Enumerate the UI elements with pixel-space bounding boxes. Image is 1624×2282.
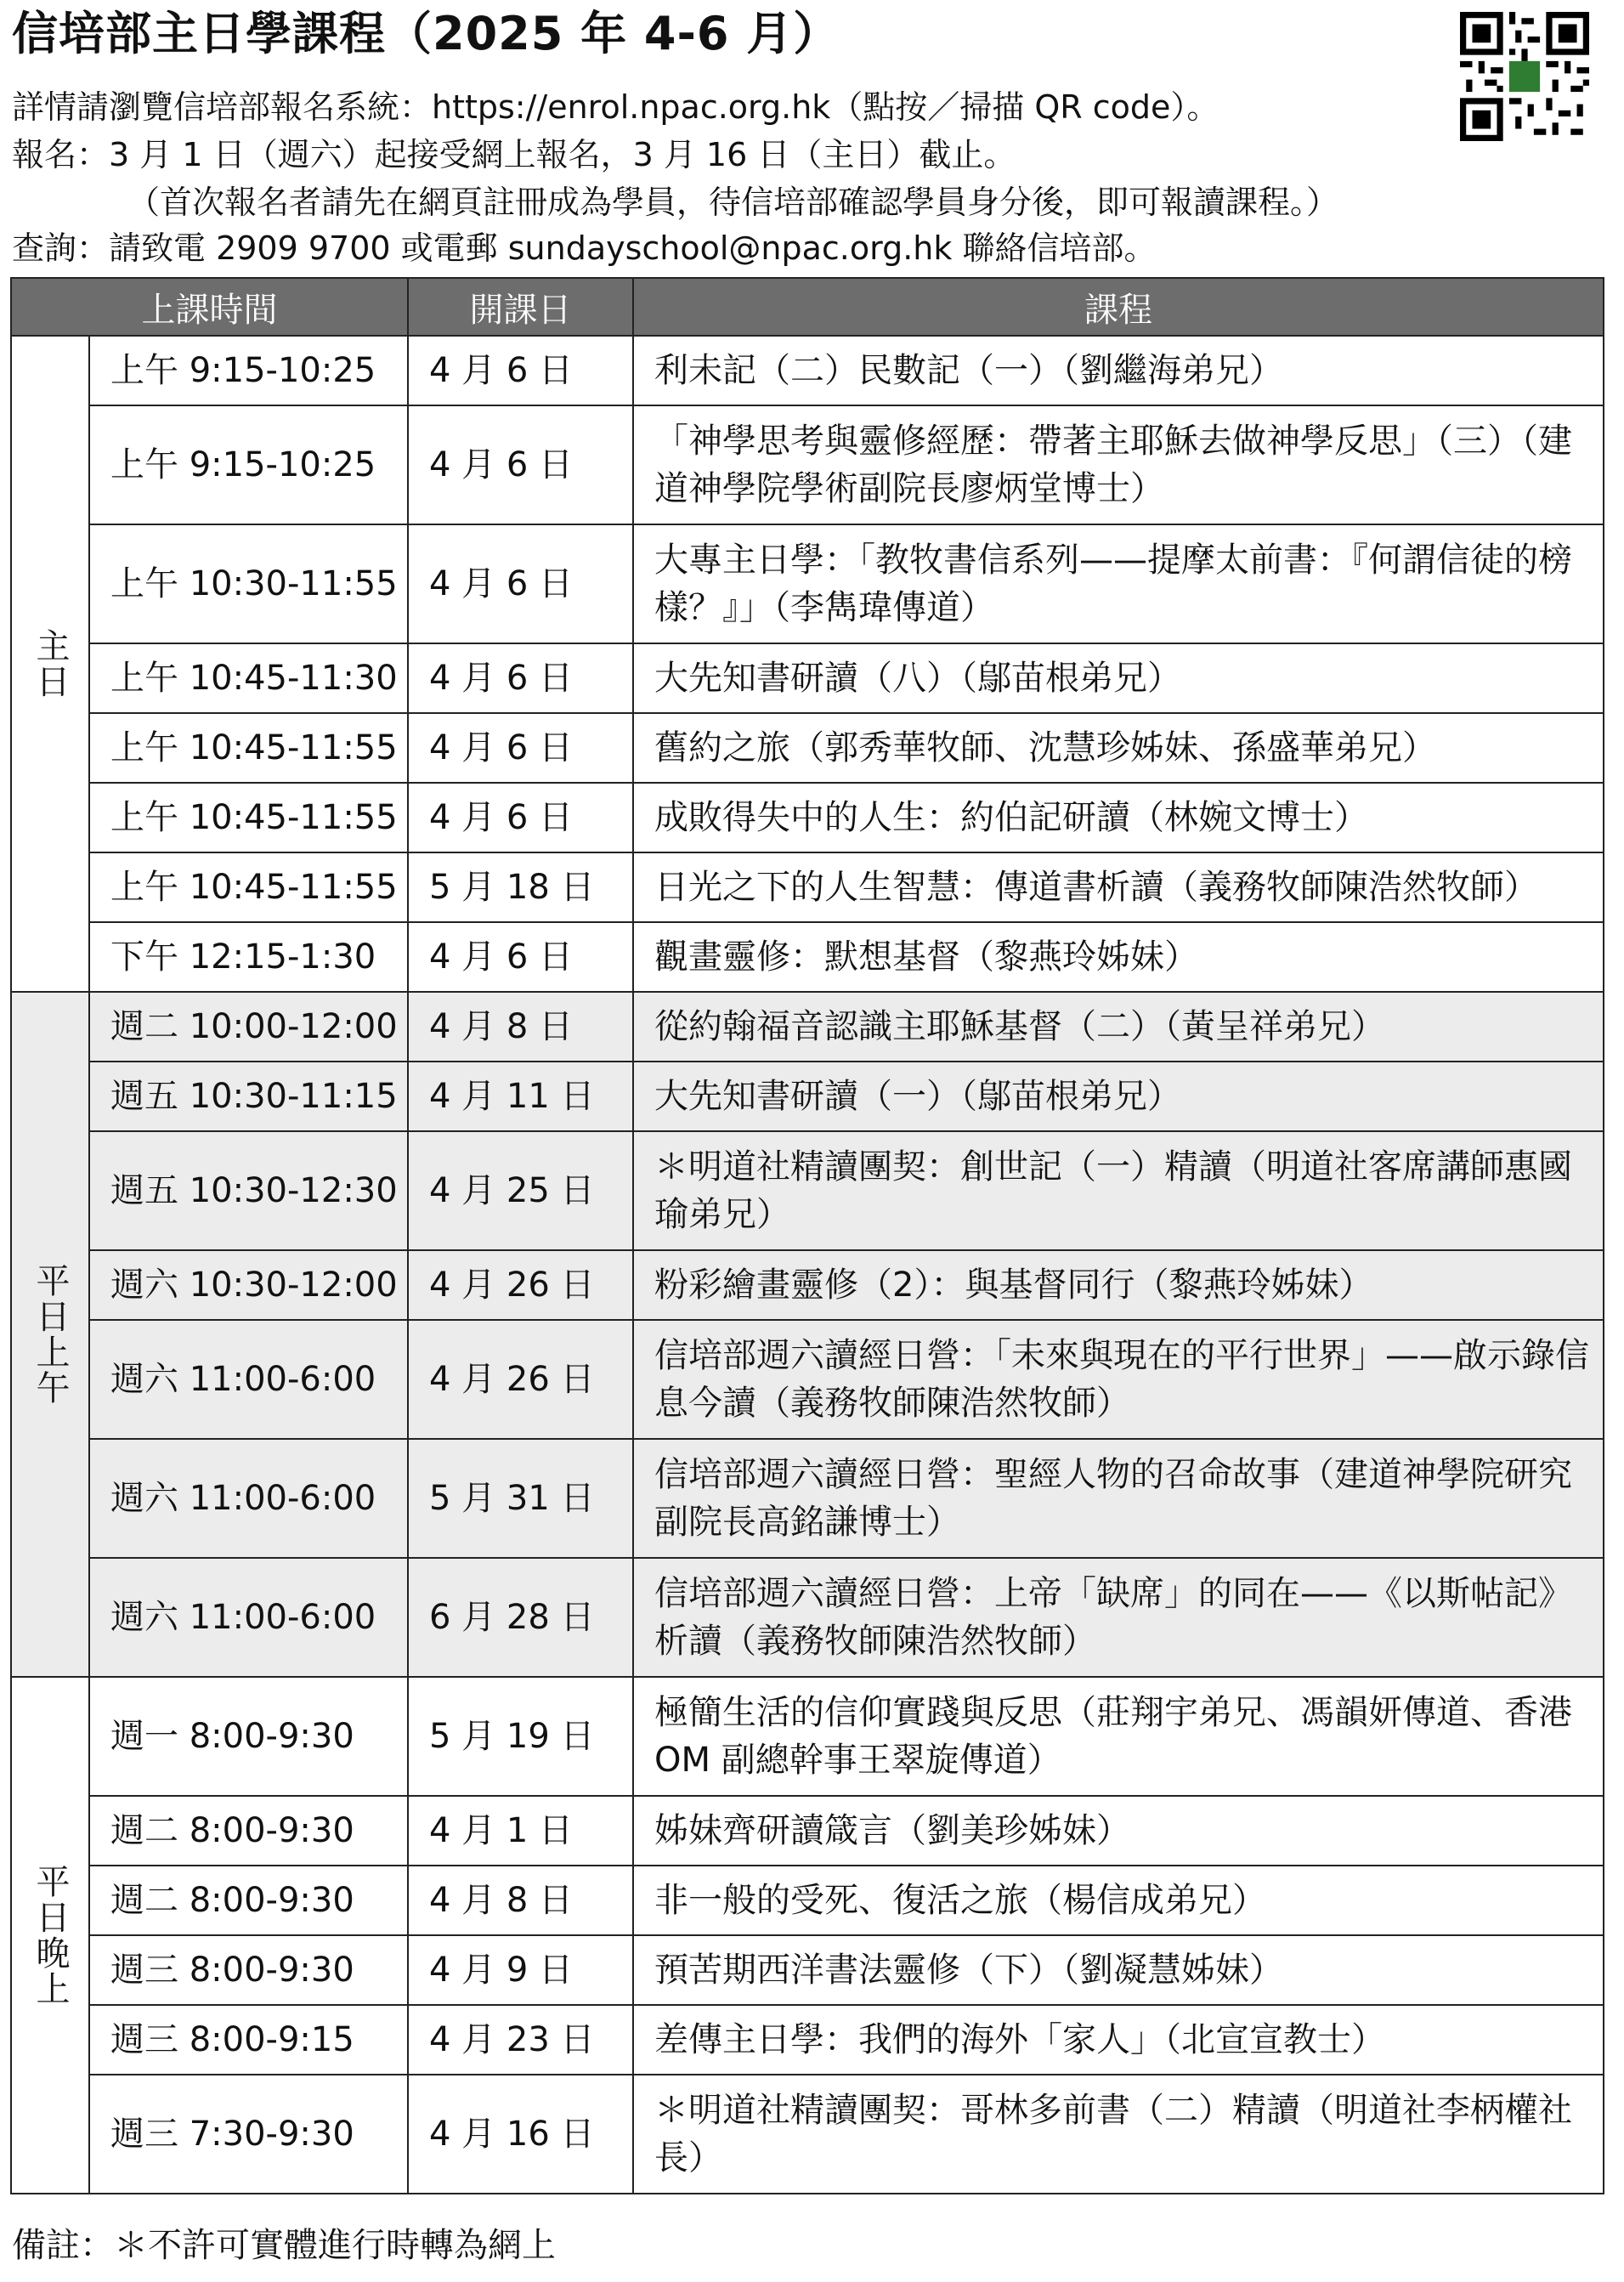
course-title: 信培部週六讀經日營：「未來與現在的平行世界」——啟示錄信息今讀（義務牧師陳浩然牧師）	[633, 1320, 1604, 1439]
session-time: 週五 10:30-11:15	[89, 1062, 408, 1131]
info-first-time-note: （首次報名者請先在網頁註冊成為學員，待信培部確認學員身分後，即可報讀課程。）	[127, 184, 1339, 221]
course-title: 大先知書研讀（八）（鄔苗根弟兄）	[633, 643, 1604, 713]
start-date: 6 月 28 日	[408, 1558, 633, 1677]
course-title: 舊約之旅（郭秀華牧師、沈慧珍姊妹、孫盛華弟兄）	[633, 713, 1604, 783]
start-date: 4 月 9 日	[408, 1935, 633, 2005]
table-row	[11, 1439, 1604, 1558]
start-date: 5 月 18 日	[408, 852, 633, 922]
start-date: 4 月 6 日	[408, 336, 633, 405]
start-date: 4 月 8 日	[408, 1866, 633, 1935]
start-date: 4 月 6 日	[408, 405, 633, 524]
course-title: 利未記（二）民數記（一）（劉繼海弟兄）	[633, 336, 1604, 405]
start-date: 4 月 8 日	[408, 992, 633, 1062]
table-row	[11, 1677, 1604, 1796]
start-date: 4 月 6 日	[408, 643, 633, 713]
page-title: 信培部主日學課程（2025 年 4-6 月）	[12, 7, 840, 60]
category-label: 平日上午	[11, 992, 89, 1677]
session-time: 週三 7:30-9:30	[89, 2075, 408, 2194]
session-time: 週二 8:00-9:30	[89, 1796, 408, 1866]
course-title: 姊妹齊研讀箴言（劉美珍姊妹）	[633, 1796, 1604, 1866]
start-date: 4 月 25 日	[408, 1131, 633, 1250]
start-date: 4 月 23 日	[408, 2005, 633, 2075]
category-label: 平日晚上	[11, 1677, 89, 2194]
start-date: 4 月 26 日	[408, 1250, 633, 1320]
table-row	[11, 1062, 1604, 1131]
start-date: 5 月 19 日	[408, 1677, 633, 1796]
table-row	[11, 1866, 1604, 1935]
course-title: 從約翰福音認識主耶穌基督（二）（黃呈祥弟兄）	[633, 992, 1604, 1062]
footnote: 備註：＊不許可實體進行時轉為網上	[12, 2226, 556, 2265]
table-row	[11, 643, 1604, 713]
start-date: 4 月 1 日	[408, 1796, 633, 1866]
course-title: 信培部週六讀經日營：上帝「缺席」的同在——《以斯帖記》析讀（義務牧師陳浩然牧師）	[633, 1558, 1604, 1677]
table-row	[11, 2075, 1604, 2194]
table-row	[11, 922, 1604, 992]
table-row	[11, 1250, 1604, 1320]
session-time: 上午 10:30-11:55	[89, 524, 408, 643]
course-title: 「神學思考與靈修經歷：帶著主耶穌去做神學反思」（三）（建道神學院學術副院長廖炳堂博士）	[633, 405, 1604, 524]
session-time: 週三 8:00-9:15	[89, 2005, 408, 2075]
table-header-row	[11, 278, 1604, 336]
session-time: 週二 8:00-9:30	[89, 1866, 408, 1935]
start-date: 5 月 31 日	[408, 1439, 633, 1558]
info-enquiry: 查詢：請致電 2909 9700 或電郵 sundayschool@npac.org.hk 聯絡信培部。	[12, 229, 1157, 267]
info-registration: 報名：3 月 1 日（週六）起接受網上報名，3 月 16 日（主日）截止。	[12, 136, 1016, 173]
session-time: 週五 10:30-12:30	[89, 1131, 408, 1250]
course-title: 大先知書研讀（一）（鄔苗根弟兄）	[633, 1062, 1604, 1131]
session-time: 上午 9:15-10:25	[89, 336, 408, 405]
table-row	[11, 1558, 1604, 1677]
header-course: 課程	[633, 278, 1604, 336]
header-time: 上課時間	[11, 278, 408, 336]
session-time: 上午 10:45-11:55	[89, 713, 408, 783]
course-title: 非一般的受死、復活之旅（楊信成弟兄）	[633, 1866, 1604, 1935]
start-date: 4 月 6 日	[408, 922, 633, 992]
start-date: 4 月 11 日	[408, 1062, 633, 1131]
course-title: 差傳主日學：我們的海外「家人」（北宣宣教士）	[633, 2005, 1604, 2075]
session-time: 下午 12:15-1:30	[89, 922, 408, 992]
header-date: 開課日	[408, 278, 633, 336]
session-time: 週六 11:00-6:00	[89, 1439, 408, 1558]
course-title: 觀畫靈修：默想基督（黎燕玲姊妹）	[633, 922, 1604, 992]
course-title: 信培部週六讀經日營：聖經人物的召命故事（建道神學院研究副院長高銘謙博士）	[633, 1439, 1604, 1558]
course-schedule-table	[10, 277, 1604, 2194]
course-title: 日光之下的人生智慧：傳道書析讀（義務牧師陳浩然牧師）	[633, 852, 1604, 922]
table-row	[11, 1935, 1604, 2005]
table-row	[11, 405, 1604, 524]
course-title: 成敗得失中的人生：約伯記研讀（林婉文博士）	[633, 783, 1604, 852]
start-date: 4 月 26 日	[408, 1320, 633, 1439]
category-label: 主日	[11, 336, 89, 992]
session-time: 週三 8:00-9:30	[89, 1935, 408, 2005]
table-row	[11, 852, 1604, 922]
session-time: 週六 11:00-6:00	[89, 1320, 408, 1439]
table-row	[11, 1320, 1604, 1439]
table-row	[11, 713, 1604, 783]
info-website: 詳情請瀏覽信培部報名系統：https://enrol.npac.org.hk（點按／掃描 QR code）。	[12, 88, 1219, 126]
course-title: 粉彩繪畫靈修（2）：與基督同行（黎燕玲姊妹）	[633, 1250, 1604, 1320]
start-date: 4 月 6 日	[408, 783, 633, 852]
session-time: 上午 10:45-11:55	[89, 783, 408, 852]
table-row	[11, 992, 1604, 1062]
course-title: 大專主日學：「教牧書信系列——提摩太前書：『何謂信徒的榜樣？』」（李雋瑋傳道）	[633, 524, 1604, 643]
table-row	[11, 1131, 1604, 1250]
course-title: ＊明道社精讀團契：哥林多前書（二）精讀（明道社李柄權社長）	[633, 2075, 1604, 2194]
table-row	[11, 336, 1604, 405]
session-time: 週一 8:00-9:30	[89, 1677, 408, 1796]
session-time: 週二 10:00-12:00	[89, 992, 408, 1062]
start-date: 4 月 6 日	[408, 713, 633, 783]
table-row	[11, 1796, 1604, 1866]
table-row	[11, 524, 1604, 643]
table-row	[11, 783, 1604, 852]
start-date: 4 月 6 日	[408, 524, 633, 643]
session-time: 上午 10:45-11:30	[89, 643, 408, 713]
session-time: 週六 10:30-12:00	[89, 1250, 408, 1320]
start-date: 4 月 16 日	[408, 2075, 633, 2194]
course-title: 預苦期西洋書法靈修（下）（劉凝慧姊妹）	[633, 1935, 1604, 2005]
session-time: 上午 10:45-11:55	[89, 852, 408, 922]
session-time: 上午 9:15-10:25	[89, 405, 408, 524]
session-time: 週六 11:00-6:00	[89, 1558, 408, 1677]
qr-code-icon[interactable]	[1460, 12, 1589, 141]
course-title: 極簡生活的信仰實踐與反思（莊翔宇弟兄、馮韻妍傳道、香港 OM 副總幹事王翠旋傳道）	[633, 1677, 1604, 1796]
course-title: ＊明道社精讀團契：創世記（一）精讀（明道社客席講師惠國瑜弟兄）	[633, 1131, 1604, 1250]
table-row	[11, 2005, 1604, 2075]
